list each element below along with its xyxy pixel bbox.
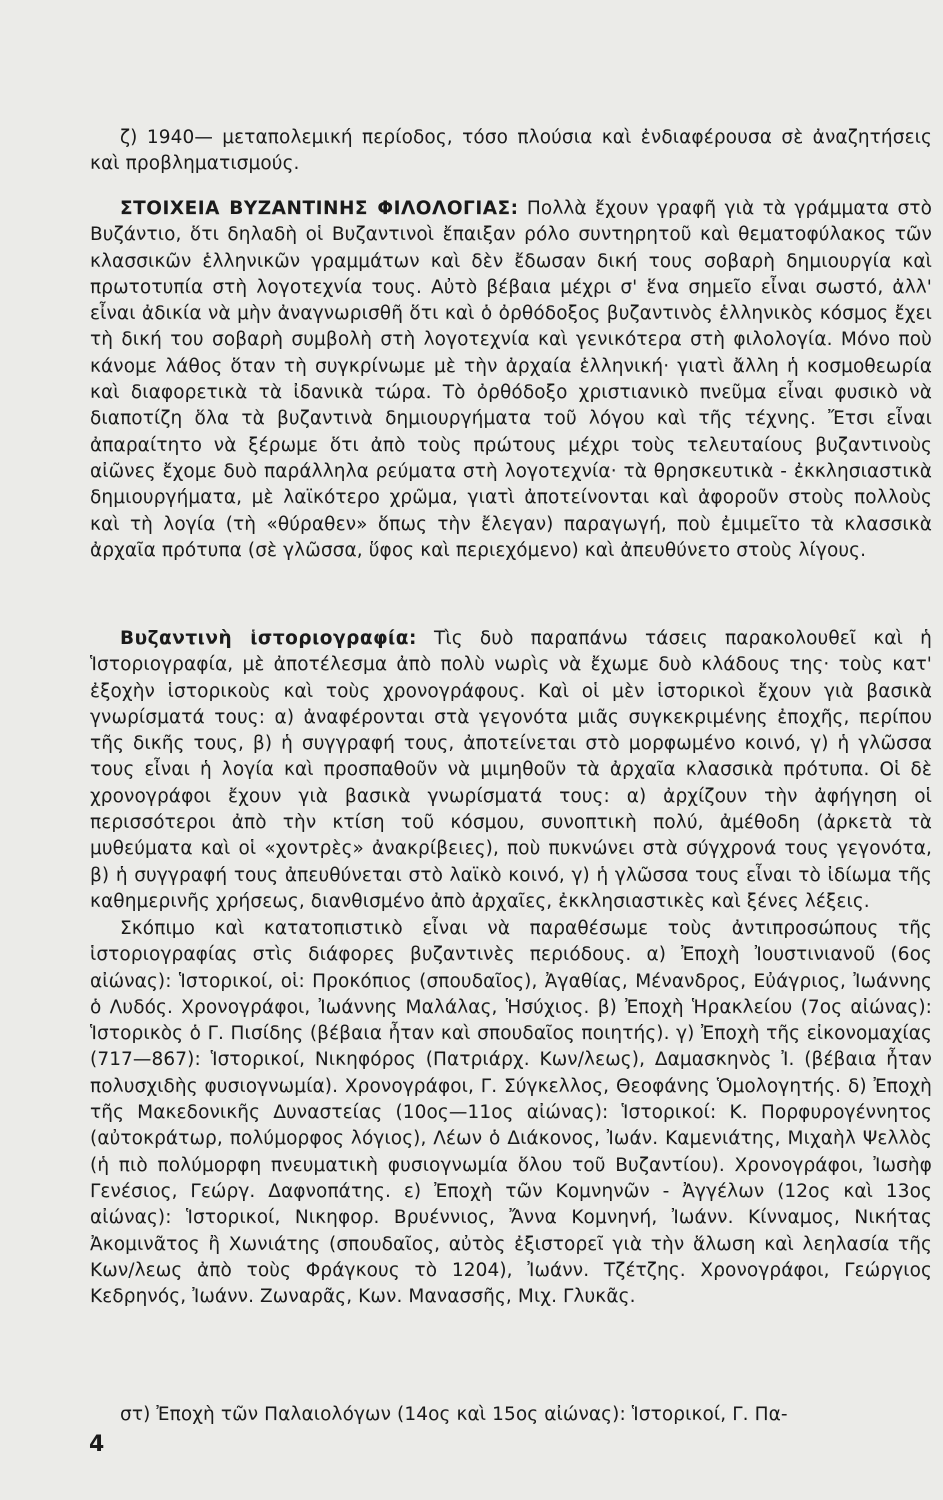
section-body-byzantine-philology: Πολλὰ ἔχουν γραφῆ γιὰ τὰ γράμματα στὸ Βυζάντιο, ὅτι δηλαδὴ οἱ Βυζαντινοὶ ἔπαιξαν ρόλο συντηρητοῦ καὶ θεματοφύλακος τῶν κλασσικῶν ἑλληνικῶν γραμμάτων καὶ δὲν ἔδωσαν δική τους σοβαρὴ δημιουργία καὶ πρωτοτυπία στὴ λογοτεχνία τους. Αὐτὸ βέβαια μέχρι σ' ἕνα σημεῖο εἶναι σωστό, ἀλλ' εἶναι ἀδικία νὰ μὴν ἀναγνωρισθῆ ὅτι καὶ ὁ ὀρθόδοξος βυζαντινὸς ἑλληνικὸς κόσμος ἔχει τὴ δική του σοβαρὴ συμβολὴ στὴ λογοτεχνία καὶ γενικότερα στὴ φιλολογία. Μόνο ποὺ κάνομε λάθος ὅταν τὴ συγκρίνωμε μὲ τὴν ἀρχαία ἑλληνική· γιατὶ ἄλλη ἡ κοσμοθεωρία καὶ διαφορετικὰ τὰ ἰδανικὰ τώρα. Τὸ ὀρθόδοξο χριστιανικὸ πνεῦμα εἶναι φυσικὸ νὰ διαποτίζη ὅλα τὰ βυζαντινὰ δημιουργήματα τοῦ λόγου καὶ τῆς τέχνης. Ἔτσι εἶναι ἀπαραίτητο νὰ ξέρωμε ὅτι ἀπὸ τοὺς πρώτους μέχρι τοὺς τελευταίους βυζαντινοὺς αἰῶνες ἔχομε δυὸ παράλληλα ρεύματα στὴ λογοτεχνία· τὰ θρησκευτικὰ - ἐκκλησιαστικὰ δημιουργήματα, μὲ λαϊκότερο χρῶμα, γιατὶ ἀποτείνονται καὶ ἀφοροῦν στοὺς πολλοὺς καὶ τὴ λογία (τὴ «θύραθεν» ὅπως τὴν ἔλεγαν) παραγωγή, ποὺ ἐμιμεῖτο τὰ κλασσικὰ ἀρχαῖα πρότυπα (σὲ γλῶσσα, ὕφος καὶ περιεχόμενο) καὶ ἀπευθύνετο στοὺς λίγους.: [90, 198, 932, 561]
section-heading-historiography: Βυζαντινὴ ἱστοριογραφία:: [120, 628, 417, 649]
paragraph-historians-list: [90, 916, 932, 1310]
paragraph-byzantine-philology: [90, 196, 932, 564]
paragraph-palaiologan-era: [90, 1402, 932, 1428]
section-body-historiography: Τὶς δυὸ παραπάνω τάσεις παρακολουθεῖ καὶ ἡ Ἱστοριογραφία, μὲ ἀποτέλεσμα ἀπὸ πολὺ νωρὶς νὰ ἔχωμε δυὸ κλάδους της· τοὺς κατ' ἐξοχὴν ἱστορικοὺς καὶ τοὺς χρονογράφους. Καὶ οἱ μὲν ἱστορικοὶ ἔχουν γιὰ βασικὰ γνωρίσματά τους: α) ἀναφέρονται στὰ γεγονότα μιᾶς συγκεκριμένης ἐποχῆς, περίπου τῆς δικῆς τους, β) ἡ συγγραφή τους, ἀποτείνεται στὸ μορφωμένο κοινό, γ) ἡ γλῶσσα τους εἶναι ἡ λογία καὶ προσπαθοῦν νὰ μιμηθοῦν τὰ ἀρχαῖα κλασσικὰ πρότυπα. Οἱ δὲ χρονογράφοι ἔχουν γιὰ βασικὰ γνωρίσματά τους: α) ἀρχίζουν τὴν ἀφήγηση οἱ περισσότεροι ἀπὸ τὴν κτίση τοῦ κόσμου, συνοπτικὴ πολύ, ἀμέθοδη (ἀρκετὰ τὰ μυθεύματα καὶ οἱ «χοντρὲς» ἀνακρίβειες), ποὺ πυκνώνει στὰ σύγχρονά τους γεγονότα, β) ἡ συγγραφή τους ἀπευθύνεται στὸ λαϊκὸ κοινό, γ) ἡ γλῶσσα τους εἶναι τὸ ἰδίωμα τῆς καθημερινῆς χρήσεως, διανθισμένο ἀπὸ ἀρχαῖες, ἐκκλησιαστικὲς καὶ ξένες λέξεις.: [90, 628, 932, 912]
paragraph-byzantine-historiography: [90, 626, 932, 915]
paragraph-text: [90, 196, 932, 564]
page-number: 4: [89, 1432, 105, 1457]
paragraph-text: ζ) 1940— μεταπολεμική περίοδος, τόσο πλούσια καὶ ἐνδιαφέρουσα σὲ ἀναζητήσεις καὶ προβληματισμούς.: [90, 127, 932, 175]
section-heading-byzantine-philology: ΣΤΟΙΧΕΙΑ ΒΥΖΑΝΤΙΝΗΣ ΦΙΛΟΛΟΓΙΑΣ:: [120, 198, 519, 219]
paragraph-postwar-period: [90, 125, 932, 178]
paragraph-text: Σκόπιμο καὶ κατατοπιστικὸ εἶναι νὰ παραθέσωμε τοὺς ἀντιπροσώπους τῆς ἱστοριογραφίας στὶς διάφορες βυζαντινὲς περιόδους. α) Ἐποχὴ Ἰουστινιανοῦ (6ος αἰώνας): Ἱστορικοί, οἱ: Προκόπιος (σπουδαῖος), Ἀγαθίας, Μένανδρος, Εὐάγριος, Ἰωάννης ὁ Λυδός. Χρονογράφοι, Ἰωάννης Μαλάλας, Ἡσύχιος. β) Ἐποχὴ Ἡρακλείου (7ος αἰώνας): Ἱστορικὸς ὁ Γ. Πισίδης (βέβαια ἦταν καὶ σπουδαῖος ποιητής). γ) Ἐποχὴ τῆς εἰκονομαχίας (717—867): Ἱστορικοί, Νικηφόρος (Πατριάρχ. Κων/λεως), Δαμασκηνὸς Ἰ. (βέβαια ἦταν πολυσχιδὴς φυσιογνωμία). Χρονογράφοι, Γ. Σύγκελλος, Θεοφάνης Ὁμολογητής. δ) Ἐποχὴ τῆς Μακεδονικῆς Δυναστείας (10ος—11ος αἰώνας): Ἱστορικοί: Κ. Πορφυρογέννητος (αὐτοκράτωρ, πολύμορφος λόγιος), Λέων ὁ Διάκονος, Ἰωάν. Καμενιάτης, Μιχαὴλ Ψελλὸς (ἡ πιὸ πολύμορφη πνευματικὴ φυσιογνωμία ὅλου τοῦ Βυζαντίου). Χρονογράφοι, Ἰωσὴφ Γενέσιος, Γεώργ. Δαφνοπάτης. ε) Ἐποχὴ τῶν Κομνηνῶν - Ἀγγέλων (12ος καὶ 13ος αἰώνας): Ἱστορικοί, Νικηφορ. Βρυέννιος, Ἄννα Κομνηνή, Ἰωάνν. Κίνναμος, Νικήτας Ἀκομινᾶτος ἢ Χωνιάτης (σπουδαῖος, αὐτὸς ἐξιστορεῖ γιὰ τὴν ἅλωση καὶ λεηλασία τῆς Κων/λεως ἀπὸ τοὺς Φράγκους τὸ 1204), Ἰωάνν. Τζέτζης. Χρονογράφοι, Γεώργιος Κεδρηνός, Ἰωάνν. Ζωναρᾶς, Κων. Μανασσῆς, Μιχ. Γλυκᾶς.: [90, 918, 932, 1308]
paragraph-text: [90, 626, 932, 915]
paragraph-text: στ) Ἐποχὴ τῶν Παλαιολόγων (14ος καὶ 15ος αἰώνας): Ἱστορικοί, Γ. Πα-: [120, 1404, 788, 1425]
